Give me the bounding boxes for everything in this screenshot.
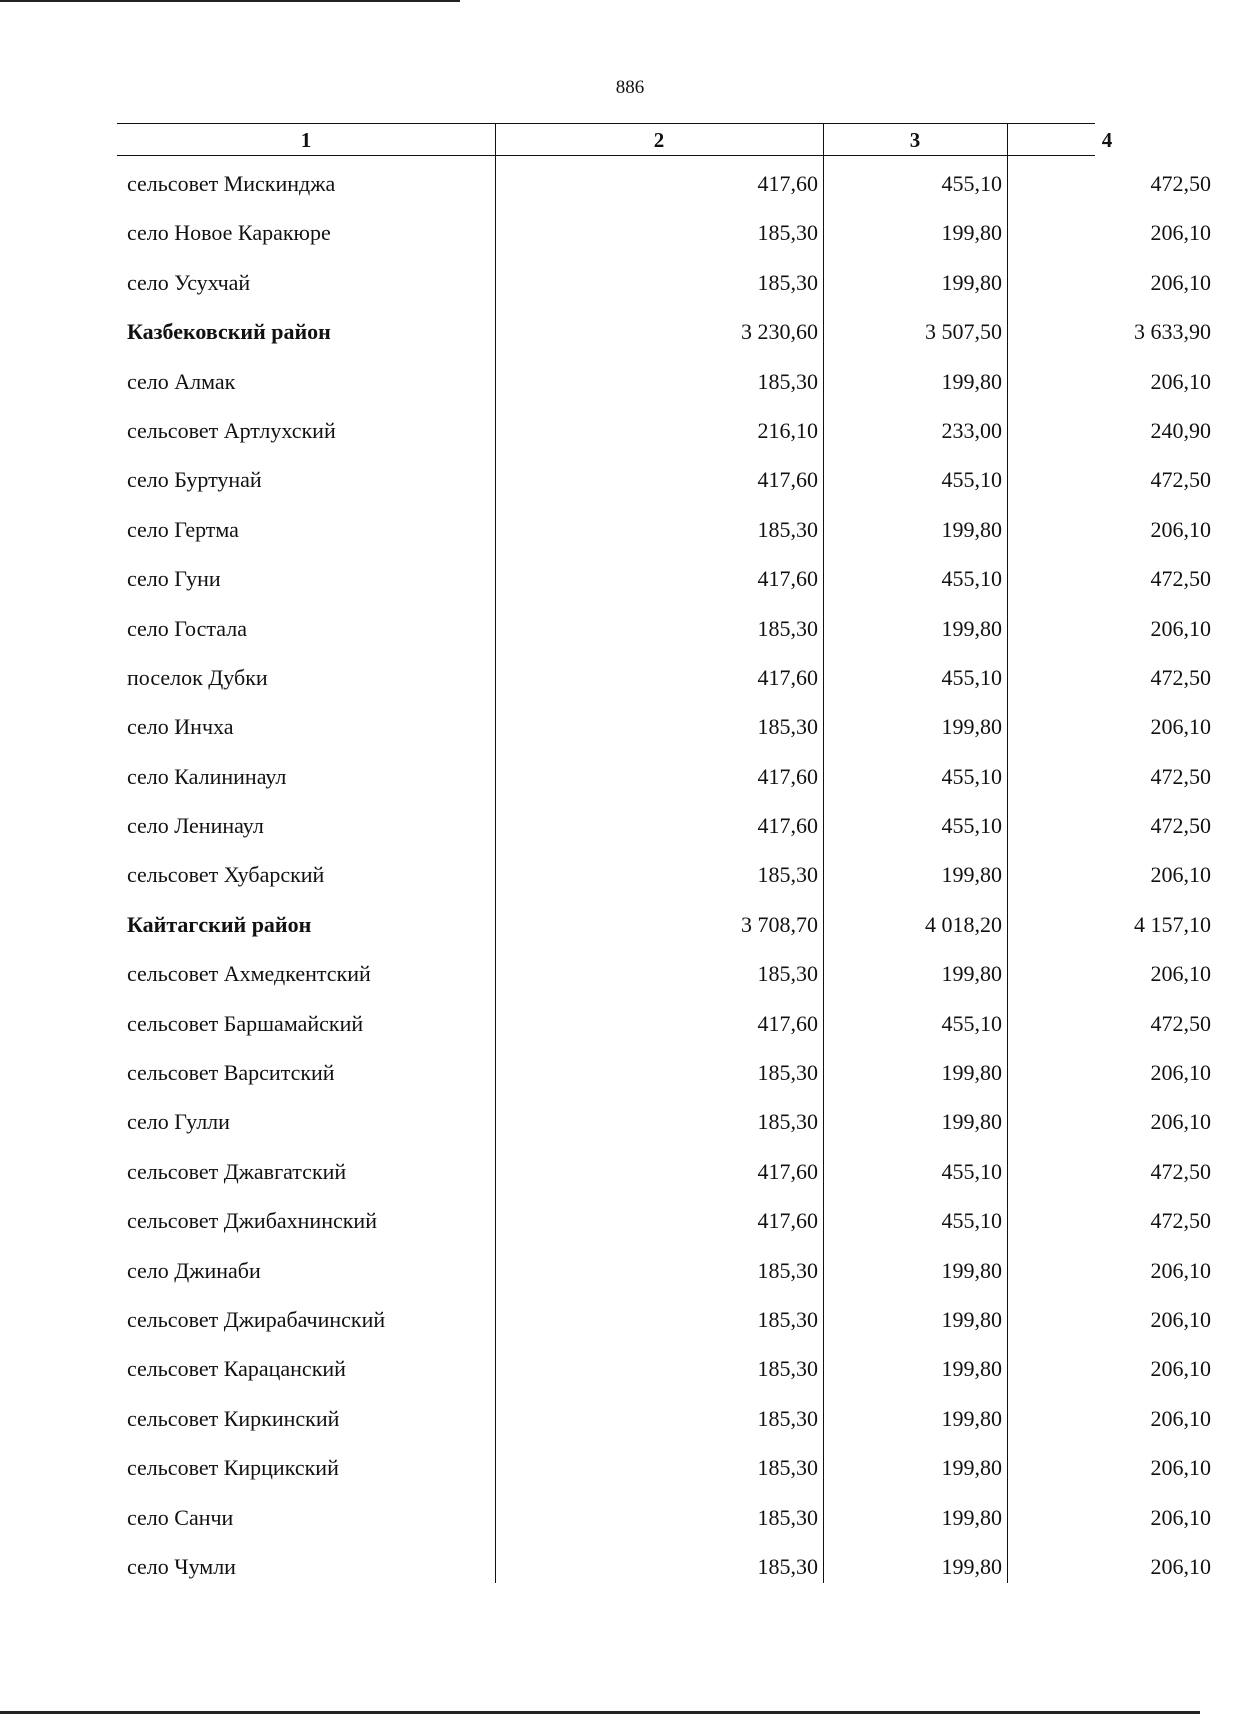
row-col-2-cell: 417,60 — [757, 763, 818, 789]
row-col-2-cell: 417,60 — [757, 467, 818, 493]
table-row — [117, 159, 1211, 208]
row-col-4-cell: 206,10 — [1150, 714, 1211, 740]
row-col-2-cell: 185,30 — [757, 615, 818, 641]
row-col-3-cell: 199,80 — [941, 862, 1002, 888]
row-name-cell: сельсовет Кирцикский — [127, 1455, 339, 1481]
row-col-4-cell: 472,50 — [1150, 1010, 1211, 1036]
row-col-4-cell: 206,10 — [1150, 615, 1211, 641]
page-number: 886 — [615, 77, 645, 98]
row-col-3-cell: 199,80 — [941, 269, 1002, 295]
district-row — [117, 307, 1211, 356]
row-name-cell: сельсовет Мискинджа — [127, 171, 336, 196]
table-row — [117, 999, 1211, 1048]
row-name-cell: село Санчи — [127, 1504, 234, 1530]
table-row — [117, 752, 1211, 801]
row-col-2-cell: 185,30 — [757, 862, 818, 888]
row-col-3-cell: 233,00 — [941, 417, 1002, 443]
row-col-3-cell: 199,80 — [941, 1553, 1002, 1579]
table-row — [117, 1493, 1211, 1542]
row-col-2-cell: 185,30 — [757, 220, 818, 246]
row-col-3-cell: 4 018,20 — [925, 911, 1002, 937]
row-name-cell: сельсовет Баршамайский — [127, 1010, 364, 1036]
row-col-4-cell: 472,50 — [1150, 664, 1211, 690]
row-name-cell: село Гуни — [127, 566, 221, 592]
table-row — [117, 1196, 1211, 1245]
row-col-3-cell: 199,80 — [941, 1405, 1002, 1431]
header-col-2: 2 — [653, 128, 665, 152]
row-col-3-cell: 455,10 — [941, 566, 1002, 592]
row-col-3-cell: 199,80 — [941, 714, 1002, 740]
row-col-4-cell: 206,10 — [1150, 1060, 1211, 1086]
row-col-3-cell: 199,80 — [941, 615, 1002, 641]
row-col-2-cell: 417,60 — [757, 171, 818, 196]
table-row — [117, 208, 1211, 257]
district-row — [117, 900, 1211, 949]
header-col-3: 3 — [909, 128, 921, 152]
row-name-cell: сельсовет Джирабачинский — [127, 1306, 386, 1332]
table-row — [117, 1443, 1211, 1492]
row-col-2-cell: 185,30 — [757, 1306, 818, 1332]
row-col-2-cell: 417,60 — [757, 664, 818, 690]
table-row — [117, 801, 1211, 850]
row-col-3-cell: 199,80 — [941, 1257, 1002, 1283]
row-col-2-cell: 185,30 — [757, 269, 818, 295]
row-col-4-cell: 3 633,90 — [1134, 319, 1211, 345]
row-name-cell: Кайтагский район — [127, 911, 312, 937]
row-col-2-cell: 185,30 — [757, 1109, 818, 1135]
table-row — [117, 1344, 1211, 1393]
row-col-2-cell: 417,60 — [757, 566, 818, 592]
row-name-cell: сельсовет Артлухский — [127, 417, 336, 443]
header-bottom-rule — [117, 155, 1095, 156]
row-col-2-cell: 185,30 — [757, 961, 818, 987]
row-name-cell: село Гостала — [127, 615, 247, 641]
row-col-4-cell: 206,10 — [1150, 269, 1211, 295]
row-col-3-cell: 455,10 — [941, 171, 1002, 196]
row-col-2-cell: 3 708,70 — [741, 911, 818, 937]
table-row — [117, 850, 1211, 899]
table-row — [117, 1542, 1211, 1591]
table-row — [117, 505, 1211, 554]
row-col-2-cell: 185,30 — [757, 1257, 818, 1283]
row-col-4-cell: 206,10 — [1150, 1257, 1211, 1283]
row-col-3-cell: 199,80 — [941, 1060, 1002, 1086]
row-col-3-cell: 199,80 — [941, 1306, 1002, 1332]
row-col-3-cell: 199,80 — [941, 368, 1002, 394]
row-name-cell: село Ленинаул — [127, 813, 264, 839]
table-row — [117, 1295, 1211, 1344]
row-col-3-cell: 455,10 — [941, 763, 1002, 789]
row-name-cell: сельсовет Ахмедкентский — [127, 961, 371, 987]
table-row — [117, 406, 1211, 455]
row-col-2-cell: 417,60 — [757, 1158, 818, 1184]
row-name-cell: село Гертма — [127, 516, 239, 542]
row-col-4-cell: 472,50 — [1150, 763, 1211, 789]
scan-edge-top — [0, 0, 460, 2]
row-col-3-cell: 3 507,50 — [925, 319, 1002, 345]
row-name-cell: поселок Дубки — [127, 664, 268, 690]
table-row — [117, 702, 1211, 751]
header-col-1: 1 — [300, 128, 312, 152]
row-col-2-cell: 185,30 — [757, 714, 818, 740]
header-top-rule — [117, 123, 1095, 124]
row-name-cell: село Джинаби — [127, 1257, 261, 1283]
row-col-4-cell: 206,10 — [1150, 220, 1211, 246]
row-name-cell: село Алмак — [127, 368, 236, 394]
row-col-3-cell: 199,80 — [941, 1455, 1002, 1481]
row-name-cell: село Гулли — [127, 1109, 230, 1135]
row-col-2-cell: 216,10 — [757, 417, 818, 443]
row-col-4-cell: 206,10 — [1150, 1455, 1211, 1481]
table-row — [117, 554, 1211, 603]
row-col-4-cell: 206,10 — [1150, 1405, 1211, 1431]
row-col-3-cell: 199,80 — [941, 1109, 1002, 1135]
row-col-4-cell: 206,10 — [1150, 516, 1211, 542]
row-name-cell: сельсовет Киркинский — [127, 1405, 340, 1431]
table-row — [117, 1097, 1211, 1146]
row-col-2-cell: 3 230,60 — [741, 319, 818, 345]
row-col-3-cell: 455,10 — [941, 467, 1002, 493]
row-col-3-cell: 199,80 — [941, 220, 1002, 246]
row-col-3-cell: 199,80 — [941, 1356, 1002, 1382]
row-name-cell: село Калининаул — [127, 763, 287, 789]
row-col-4-cell: 206,10 — [1150, 1109, 1211, 1135]
table-row — [117, 455, 1211, 504]
row-col-3-cell: 199,80 — [941, 516, 1002, 542]
header-col-4: 4 — [1101, 128, 1113, 152]
row-col-4-cell: 240,90 — [1150, 417, 1211, 443]
row-col-2-cell: 185,30 — [757, 1553, 818, 1579]
row-col-3-cell: 455,10 — [941, 1158, 1002, 1184]
table-row — [117, 653, 1211, 702]
table-row — [117, 357, 1211, 406]
row-name-cell: сельсовет Джавгатский — [127, 1158, 347, 1184]
row-name-cell: сельсовет Джибахнинский — [127, 1208, 377, 1234]
row-name-cell: село Инчха — [127, 714, 234, 740]
table-row — [117, 1246, 1211, 1295]
row-col-4-cell: 472,50 — [1150, 467, 1211, 493]
table-row — [117, 1147, 1211, 1196]
row-name-cell: сельсовет Хубарский — [127, 862, 325, 888]
row-col-2-cell: 185,30 — [757, 1504, 818, 1530]
row-col-3-cell: 455,10 — [941, 1010, 1002, 1036]
table-row — [117, 258, 1211, 307]
row-name-cell: село Чумли — [127, 1553, 236, 1579]
row-col-2-cell: 185,30 — [757, 1455, 818, 1481]
row-col-2-cell: 185,30 — [757, 516, 818, 542]
row-col-4-cell: 206,10 — [1150, 862, 1211, 888]
row-col-3-cell: 455,10 — [941, 1208, 1002, 1234]
row-col-3-cell: 455,10 — [941, 664, 1002, 690]
table-row — [117, 1048, 1211, 1097]
table-row — [117, 949, 1211, 998]
row-col-2-cell: 185,30 — [757, 1356, 818, 1382]
row-name-cell: сельсовет Карацанский — [127, 1356, 346, 1382]
row-col-4-cell: 206,10 — [1150, 1356, 1211, 1382]
row-col-4-cell: 472,50 — [1150, 1208, 1211, 1234]
row-col-4-cell: 206,10 — [1150, 1553, 1211, 1579]
row-col-3-cell: 199,80 — [941, 961, 1002, 987]
row-col-4-cell: 206,10 — [1150, 1504, 1211, 1530]
row-name-cell: сельсовет Варситский — [127, 1060, 335, 1086]
row-name-cell: село Новое Каракюре — [127, 220, 331, 246]
row-col-4-cell: 206,10 — [1150, 1306, 1211, 1332]
row-col-3-cell: 199,80 — [941, 1504, 1002, 1530]
row-col-4-cell: 206,10 — [1150, 368, 1211, 394]
row-col-2-cell: 417,60 — [757, 1208, 818, 1234]
row-col-4-cell: 472,50 — [1150, 566, 1211, 592]
table-row — [117, 1394, 1211, 1443]
row-col-2-cell: 417,60 — [757, 813, 818, 839]
row-col-2-cell: 417,60 — [757, 1010, 818, 1036]
row-name-cell: село Буртунай — [127, 467, 262, 493]
row-name-cell: село Усухчай — [127, 269, 251, 295]
row-name-cell: Казбековский район — [127, 319, 331, 345]
row-col-4-cell: 206,10 — [1150, 961, 1211, 987]
table-row — [117, 604, 1211, 653]
row-col-4-cell: 472,50 — [1150, 171, 1211, 196]
row-col-4-cell: 4 157,10 — [1134, 911, 1211, 937]
row-col-3-cell: 455,10 — [941, 813, 1002, 839]
row-col-2-cell: 185,30 — [757, 1060, 818, 1086]
table-body — [117, 159, 1211, 1591]
row-col-2-cell: 185,30 — [757, 1405, 818, 1431]
row-col-2-cell: 185,30 — [757, 368, 818, 394]
row-col-4-cell: 472,50 — [1150, 1158, 1211, 1184]
row-col-4-cell: 472,50 — [1150, 813, 1211, 839]
